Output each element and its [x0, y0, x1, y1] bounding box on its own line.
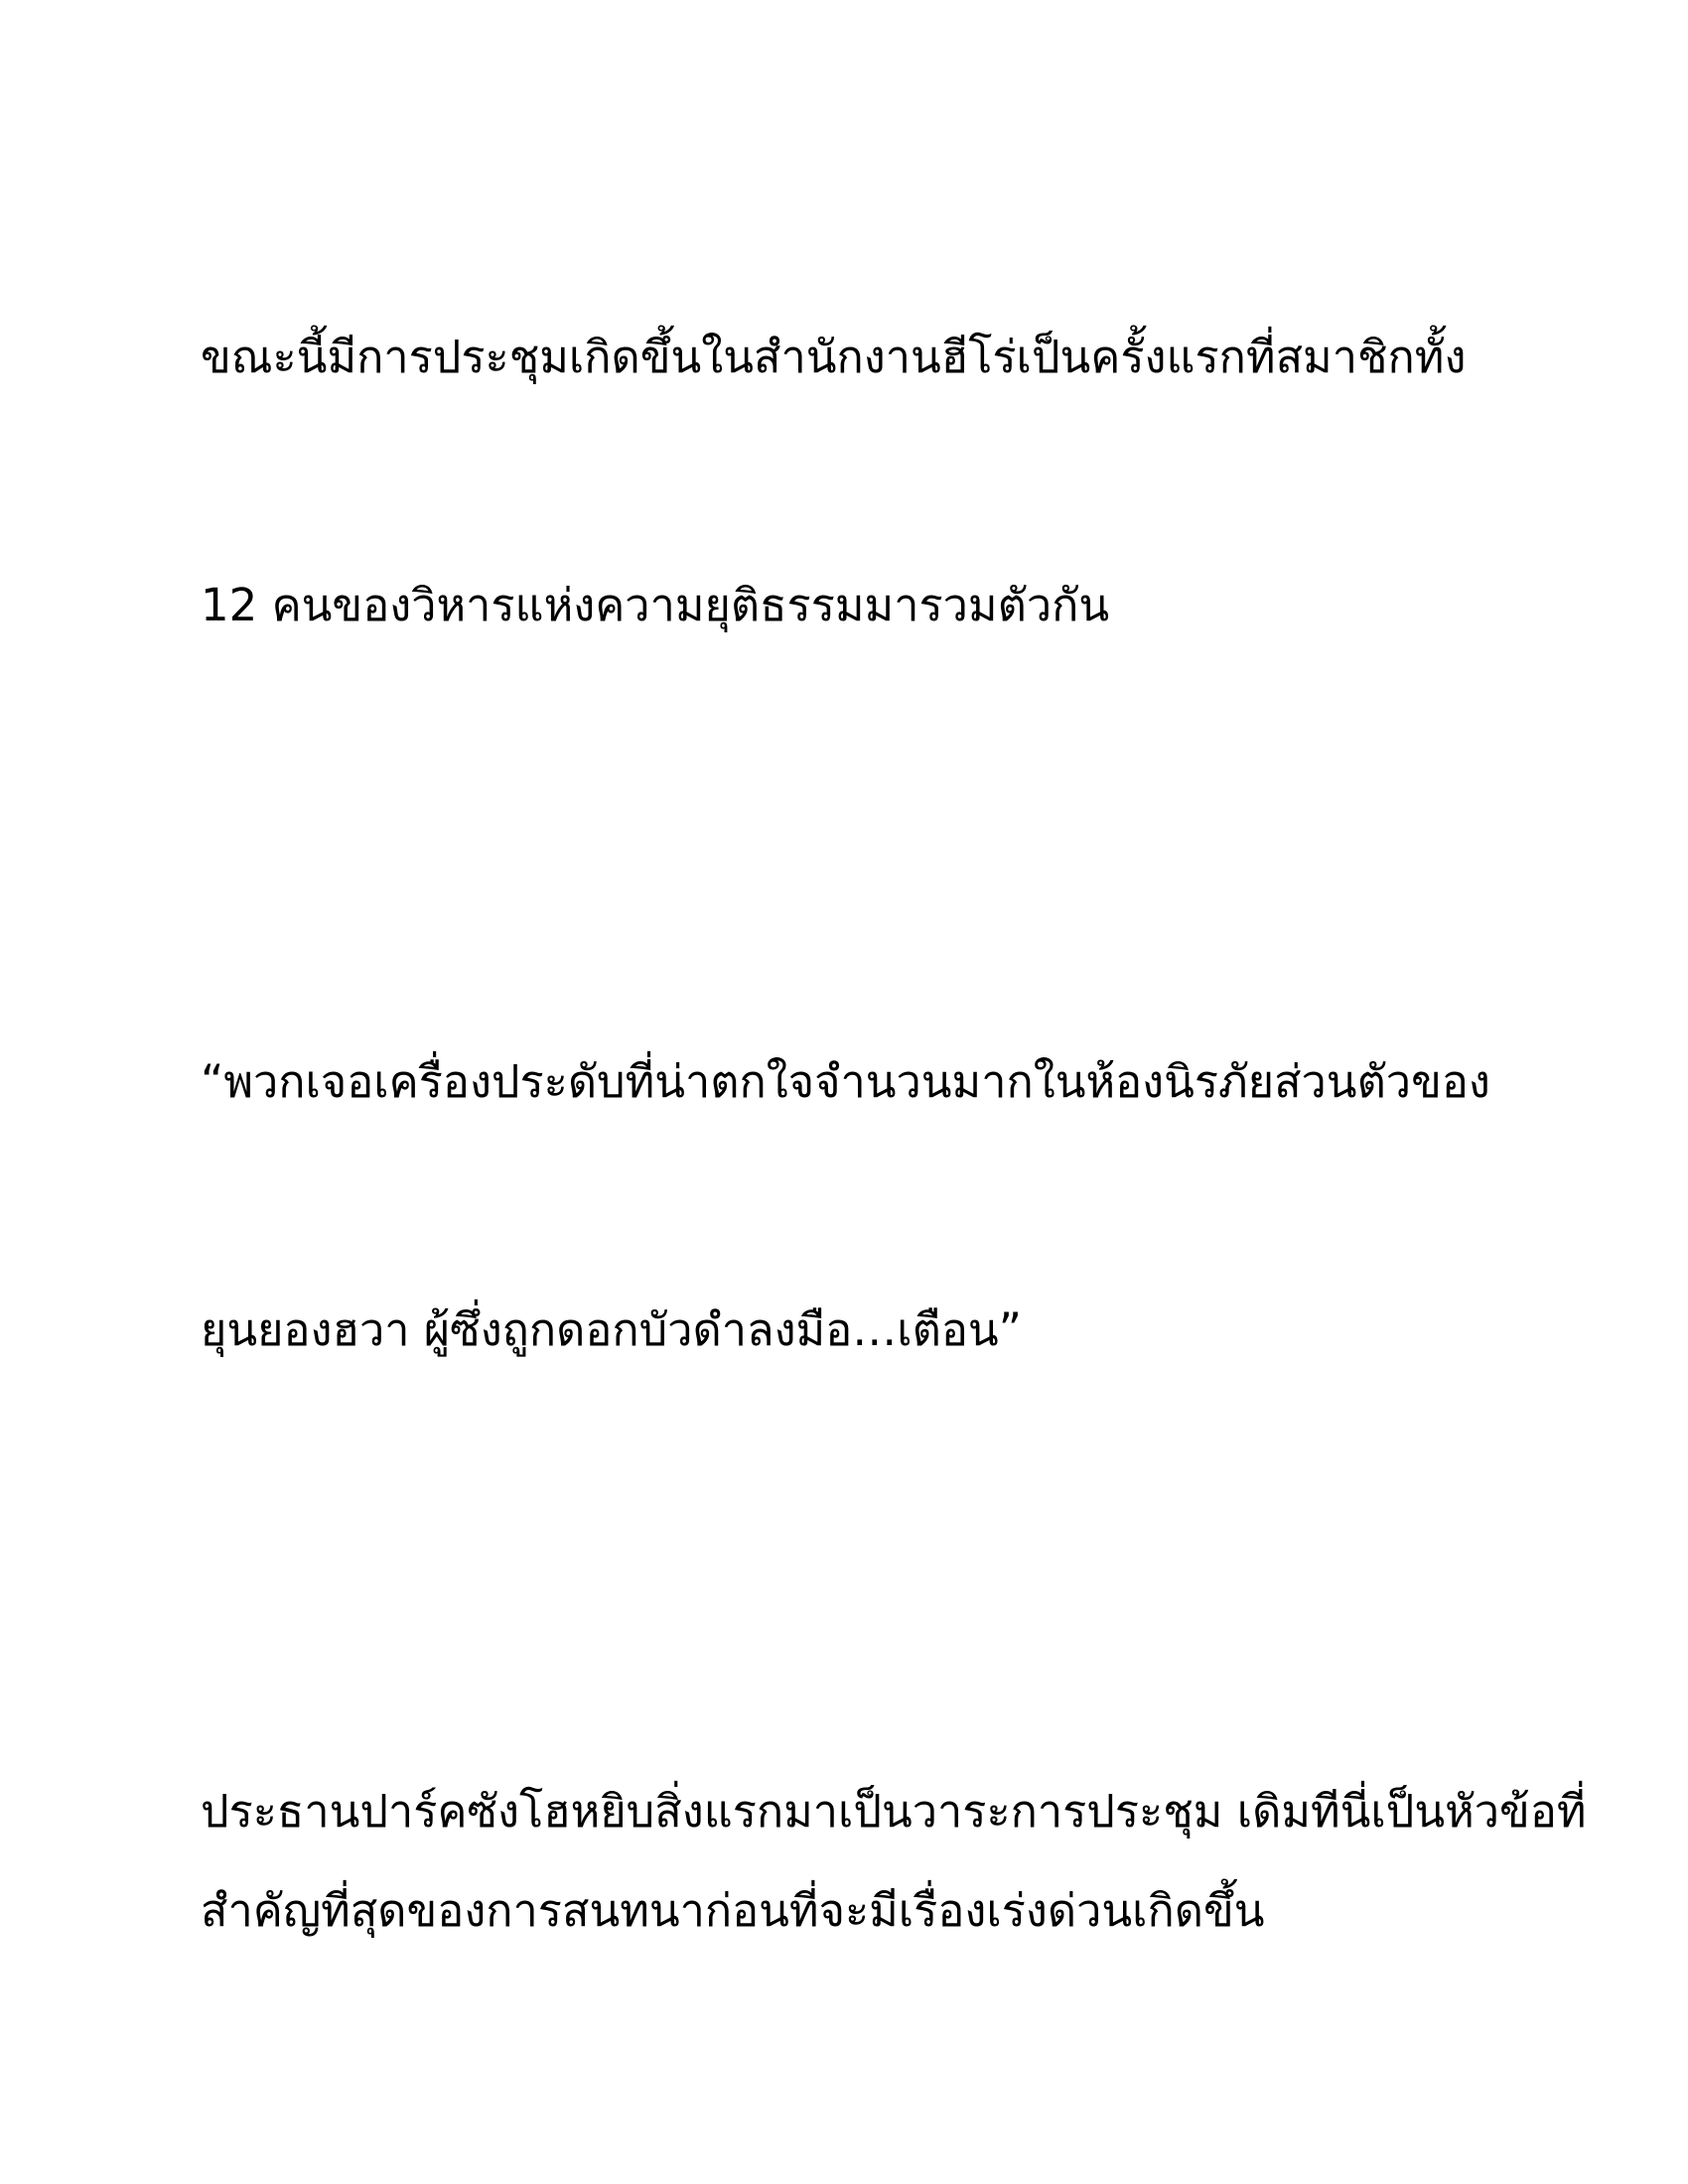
text-line: ขณะนี้มีการประชุมเกิดขึ้นในสำนักงานฮีโร่เป็นครั้งแรกที่สมาชิกทั้ง — [201, 331, 1467, 383]
text-line: 12 คนของวิหารแห่งความยุติธรรมมารวมตัวกัน — [201, 579, 1110, 631]
text-line: “พวกเจอเครื่องประดับที่น่าตกใจจำนวนมากในห้องนิรภัยส่วนตัวของ — [201, 1055, 1490, 1108]
text-line: สำคัญที่สุดของการสนทนาก่อนที่จะมีเรื่องเร่งด่วนเกิดขึ้น — [201, 1884, 1265, 1937]
text-line: ประธานปาร์คซังโฮหยิบสิ่งแรกมาเป็นวาระการประชุม เดิมทีนี่เป็นหัวข้อที่ — [201, 1785, 1587, 1838]
text-line: ยุนยองฮวา ผู้ซึ่งถูกดอกบัวดำลงมือ…เตือน” — [201, 1303, 1022, 1356]
